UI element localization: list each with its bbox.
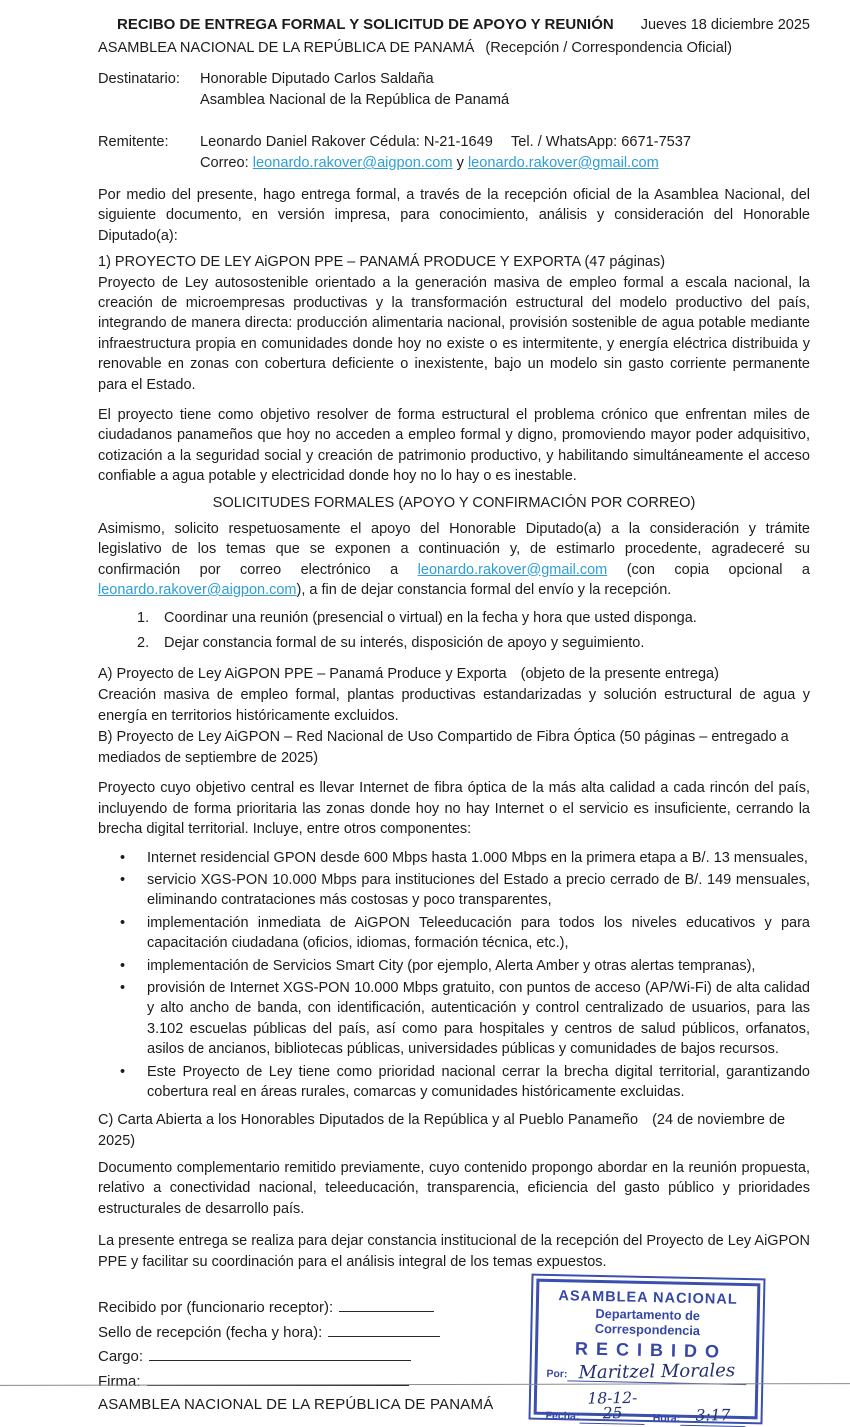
item-text: servicio XGS-PON 10.000 Mbps para instituciones del Estado a precio cerrado de B/. 149 mensuales, eliminando contrataciones más costosas y poco transparentes,: [147, 871, 810, 909]
section-a-note: (objeto de la presente entrega): [520, 666, 719, 683]
list-item: [98, 606, 810, 631]
section-b-title: B) Proyecto de Ley AiGPON – Red Nacional de Uso Compartido de Fibra Óptica (50 páginas – entregado a mediados de septiembre de 2025): [98, 728, 789, 766]
addressee-block: [98, 69, 810, 111]
receipt-area: [98, 1288, 810, 1425]
bullet-icon: [120, 848, 147, 868]
item-text: Dejar constancia formal de su interés, disposición de apoyo y seguimiento.: [164, 635, 645, 652]
closing-paragraph: La presente entrega se realiza para dejar constancia institucional de la recepción del Proyecto de Ley AiGPON PPE y facilitar su coordinación para el análisis integral de los temas expuestos.: [98, 1233, 810, 1270]
bullet-icon: [120, 978, 147, 1060]
stamp-org: ASAMBLEA NACIONAL: [558, 1288, 738, 1308]
section-c-title: C) Carta Abierta a los Honorables Diputados de la República y al Pueblo Panameño: [98, 1112, 639, 1129]
institution-line: [98, 40, 810, 56]
list-item: [98, 978, 810, 1060]
project1-heading: 1) PROYECTO DE LEY AiGPON PPE – PANAMÁ PRODUCE Y EXPORTA (47 páginas): [98, 254, 666, 271]
signature-label: Firma:: [98, 1372, 141, 1390]
stamp-department: Departamento de Correspondencia: [594, 1305, 701, 1339]
bullet-icon: [120, 913, 147, 954]
stamp-por-row: [546, 1361, 746, 1385]
item-number: 2.: [137, 635, 150, 652]
list-item: [98, 870, 810, 911]
stamp-date-row: [545, 1390, 746, 1427]
section-c-note: (24 de noviembre de 2025): [98, 1112, 786, 1150]
list-item: [98, 913, 810, 954]
stamp-por-fill: [567, 1361, 746, 1385]
stamp-received-text: RECIBIDO: [574, 1338, 728, 1362]
item-text: implementación inmediata de AiGPON Teleeducación para todos los niveles educativos y para capacitación ciudadana (oficios, idiomas, formación técnica, etc.),: [147, 914, 810, 952]
sender-phone: Tel. / WhatsApp: 6671-7537: [510, 134, 692, 150]
requests-email-aigpon-link[interactable]: leonardo.rakover@aigpon.com: [98, 581, 297, 598]
bullet-icon: [120, 956, 147, 976]
list-item: [98, 631, 810, 656]
institution-name: ASAMBLEA NACIONAL DE LA REPÚBLICA DE PANAMÁ: [98, 40, 475, 56]
reception-stamp: [528, 1274, 765, 1425]
section-a-title: A) Proyecto de Ley AiGPON PPE – Panamá Produce y Exporta: [98, 666, 507, 683]
stamp-fecha-fill: [579, 1388, 645, 1425]
item-number: 1.: [137, 610, 150, 627]
item-text: Coordinar una reunión (presencial o virtual) en la fecha y hora que usted disponga.: [164, 610, 697, 627]
list-item: [98, 848, 810, 868]
handwritten-receiver-name: Maritzel Morales: [578, 1360, 736, 1384]
reception-seal-label: Sello de recepción (fecha y hora):: [98, 1323, 323, 1341]
stamp-por-label: Por:: [546, 1367, 568, 1381]
bullet-icon: [120, 1062, 147, 1103]
addressee-org: Asamblea Nacional de la República de Panamá: [200, 92, 510, 108]
received-by-label: Recibido por (funcionario receptor):: [98, 1299, 334, 1317]
sender-identity-line: [200, 132, 810, 153]
requests-list: [98, 606, 810, 656]
item-text: Este Proyecto de Ley tiene como prioridad nacional cerrar la brecha digital territorial, garantizando cobertura real en áreas rurales, comarcas y comunidades históricamente excluidas.: [147, 1063, 810, 1100]
sender-email-line: [200, 153, 810, 174]
project1-description: Proyecto de Ley autosostenible orientado a la generación masiva de empleo formal a escala nacional, la creación de microempresas productivas y la transformación estructural del modelo productivo del país, integrando de manera directa: producción alimentaria nacional, provisión sostenible de agua potable mediante infraestructura propia en comunidades donde hoy no existe o es intermitente, y energía eléctrica distribuida y renovable en zonas con cobertura deficiente o inexistente, bajo un modelo sin gasto corriente permanente para el Estado.: [98, 274, 810, 393]
sender-label: Remitente:: [98, 134, 169, 150]
requests-email-gmail-link[interactable]: leonardo.rakover@gmail.com: [417, 561, 608, 578]
sender-email-label: Correo:: [200, 155, 249, 171]
received-by-blank: [339, 1299, 434, 1312]
document-title: RECIBO DE ENTREGA FORMAL Y SOLICITUD DE APOYO Y REUNIÓN: [116, 16, 614, 33]
stamp-hora-fill: [680, 1407, 746, 1427]
document-date: Jueves 18 diciembre 2025: [640, 17, 810, 33]
item-text: provisión de Internet XGS-PON 10.000 Mbps gratuito, con puntos de acceso (AP/Wi-Fi) de alta calidad y alto ancho de banda, con identificación, autenticación y control centralizado de usuarios, para las 3.102 escuelas públicas del país, así como para hospitales y centros de salud públicos, orfanatos, asilos de ancianos, bibliotecas públicas, universidades públicas y comunidades de bajos recursos.: [147, 979, 810, 1058]
reception-seal-blank: [328, 1324, 440, 1337]
stamp-inner-border: [534, 1279, 761, 1425]
addressee-name: Honorable Diputado Carlos Saldaña: [200, 71, 434, 87]
item-text: implementación de Servicios Smart City (por ejemplo, Alerta Amber y otras alertas tempranas),: [147, 957, 756, 974]
requests-heading: SOLICITUDES FORMALES (APOYO Y CONFIRMACIÓN POR CORREO): [212, 494, 696, 511]
list-item: [98, 956, 810, 976]
list-item: [98, 1062, 810, 1103]
stamp-fecha-label: Fecha:: [545, 1409, 580, 1423]
receipt-footer: ASAMBLEA NACIONAL DE LA REPÚBLICA DE PANAMÁ: [98, 1396, 494, 1414]
requests-text-after: ), a fin de dejar constancia formal del envío y la recepción.: [296, 581, 672, 598]
bullet-icon: [120, 870, 147, 911]
addressee-label: Destinatario:: [98, 71, 180, 87]
position-label: Cargo:: [98, 1348, 144, 1366]
sender-email-aigpon-link[interactable]: leonardo.rakover@aigpon.com: [252, 155, 453, 171]
components-list: [98, 848, 810, 1103]
handwritten-date: 18-12-25: [587, 1388, 638, 1423]
item-text: Internet residencial GPON desde 600 Mbps hasta 1.000 Mbps en la primera etapa a B/. 13 mensuales,: [147, 849, 808, 866]
section-c-title-line: [98, 1110, 810, 1152]
section-c-description: Documento complementario remitido previamente, cuyo contenido propongo abordar en la reunión propuesta, relativo a conectividad nacional, teleeducación, transparencia, eficiencia del gasto público y prioridades estructurales de desarrollo país.: [98, 1159, 810, 1217]
requests-text-mid: (con copia opcional a: [607, 561, 810, 578]
section-b-description: Proyecto cuyo objetivo central es llevar Internet de fibra óptica de la más alta calidad a cada rincón del país, incluyendo de forma prioritaria las zonas donde hoy no hay Internet o el servicio es insuficiente, cerrando la brecha digital territorial. Incluye, entre otros componentes:: [98, 780, 810, 838]
intro-paragraph: Por medio del presente, hago entrega formal, a través de la recepción oficial de la Asamblea Nacional, del siguiente documento, en versión impresa, para conocimiento, análisis y consideración del Honorable Diputado(a):: [98, 187, 810, 244]
header: [98, 16, 810, 33]
sender-email-gmail-link[interactable]: leonardo.rakover@gmail.com: [467, 155, 659, 171]
position-blank: [149, 1348, 411, 1361]
sender-identity: Leonardo Daniel Rakover Cédula: N-21-1649: [200, 134, 493, 150]
requests-text-before: Asimismo, solicito respetuosamente el apoyo del Honorable Diputado(a) a la consideración y trámite legislativo de los temas que se exponen a continuación y, de estimarlo procedente, agradeceré su confirmación por correo electrónico a: [98, 520, 810, 578]
handwritten-time: 3:17: [695, 1406, 731, 1425]
section-a-description: Creación masiva de empleo formal, plantas productivas estandarizadas y solución estructural de agua y energía en territorios históricamente excluidos.: [98, 687, 810, 724]
project1-objective: El proyecto tiene como objetivo resolver de forma estructural el problema crónico que enfrentan miles de ciudadanos panameños que hoy no acceden a empleo formal y digno, promoviendo mayor poder adquisitivo, cotización a la seguridad social y creación de patrimonio productivo, y habilitando simultáneamente el acceso confiable a agua potable y electricidad donde hoy no lo hay o es inestable.: [98, 407, 810, 485]
requests-paragraph: [98, 519, 810, 601]
sender-block: [98, 132, 810, 174]
email-conjunction: y: [456, 155, 464, 171]
stamp-hora-label: Hora:: [652, 1412, 681, 1425]
institution-note: (Recepción / Correspondencia Oficial): [485, 40, 732, 56]
section-a-title-line: [98, 664, 810, 685]
